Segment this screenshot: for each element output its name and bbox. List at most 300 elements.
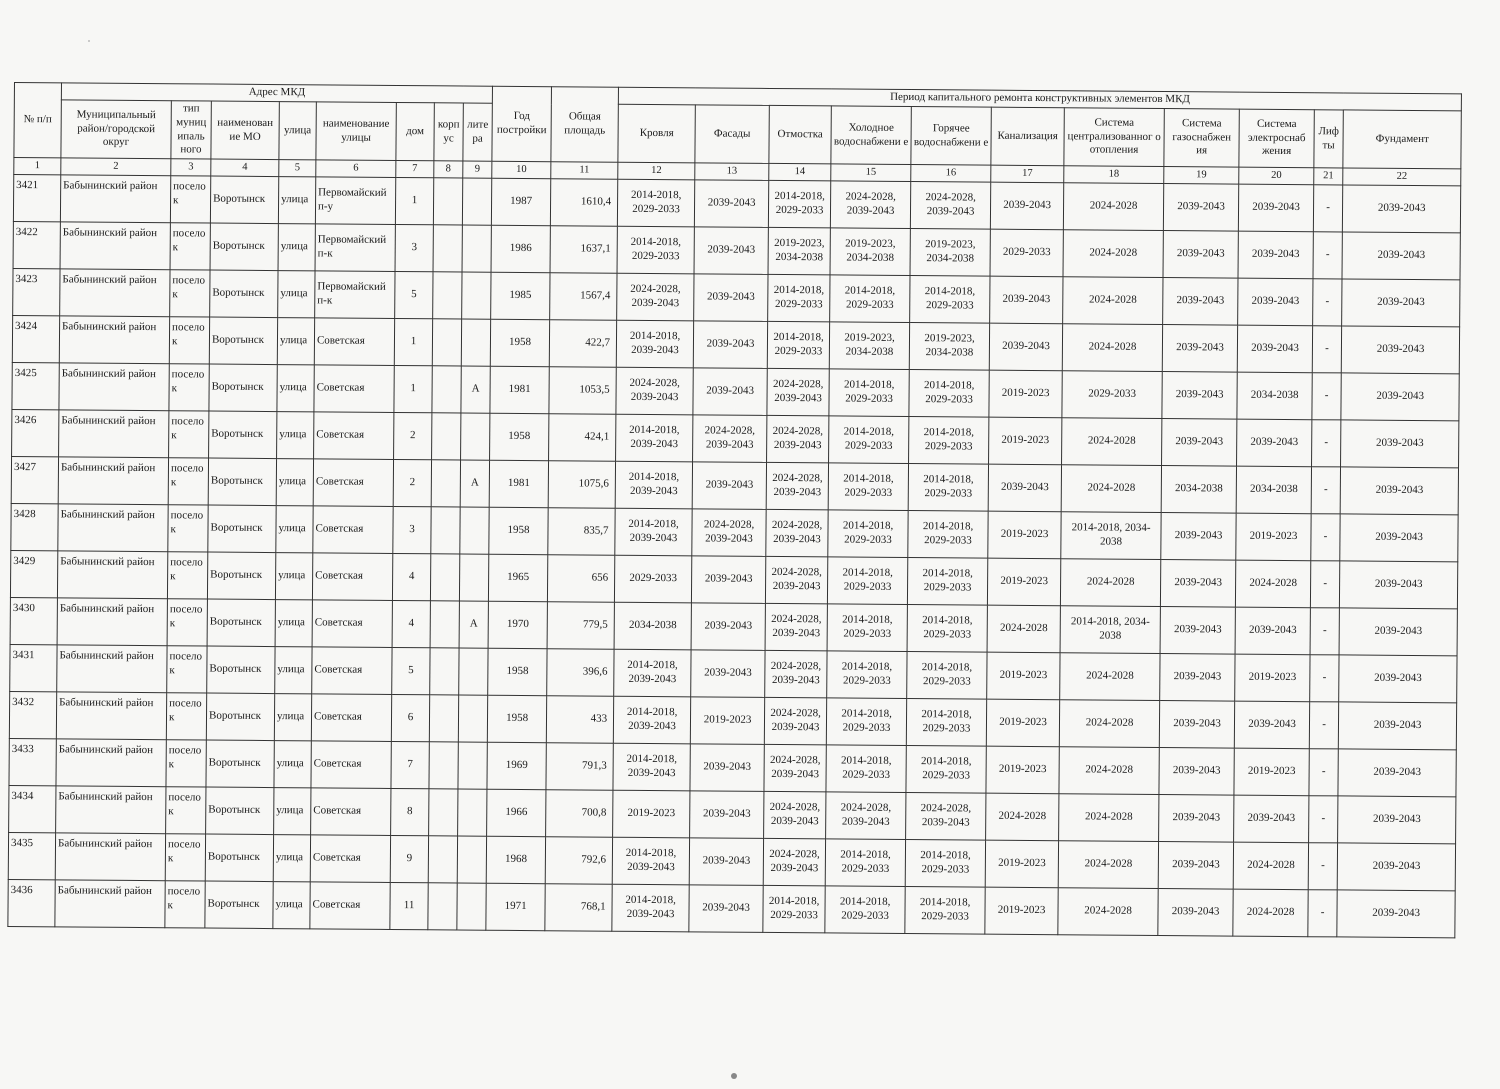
- mo-name-cell: Воротынск: [207, 552, 275, 600]
- street-name-cell: Советская: [311, 694, 391, 742]
- elevators-cell: -: [1308, 843, 1337, 890]
- gas-supply-cell: 2039-2043: [1158, 842, 1233, 890]
- heating-cell: 2024-2028: [1062, 324, 1162, 372]
- total-area-cell: 424,1: [549, 414, 616, 462]
- cold-water-cell: 2014-2018, 2029-2033: [827, 651, 907, 699]
- foundation-cell: 2039-2043: [1341, 326, 1459, 374]
- letter-cell: [462, 225, 491, 272]
- mo-name-cell: Воротынск: [205, 834, 273, 882]
- power-supply-cell: 2039-2043: [1238, 231, 1313, 279]
- header-col-17: Канализация: [991, 107, 1064, 166]
- building-cell: [433, 272, 462, 319]
- column-number: 2: [61, 158, 171, 176]
- street-type-cell: улица: [275, 600, 312, 647]
- total-area-cell: 422,7: [549, 320, 616, 368]
- row-number-cell: 3424: [12, 315, 59, 362]
- letter-cell: [462, 272, 491, 319]
- blind-area-cell: 2024-2028, 2039-2043: [766, 462, 828, 509]
- facade-cell: 2019-2023: [690, 697, 764, 745]
- street-type-cell: улица: [276, 506, 313, 553]
- mo-name-cell: Воротынск: [207, 599, 275, 647]
- year-built-cell: 1958: [489, 507, 548, 554]
- blind-area-cell: 2024-2028, 2039-2043: [764, 744, 826, 791]
- column-number: 12: [618, 162, 695, 180]
- foundation-cell: 2039-2043: [1338, 702, 1456, 750]
- house-cell: 3: [395, 224, 433, 271]
- building-cell: [428, 883, 457, 930]
- roof-cell: 2014-2018, 2039-2043: [613, 696, 690, 744]
- roof-cell: 2014-2018, 2039-2043: [614, 649, 691, 697]
- total-area-cell: 1610,4: [550, 179, 617, 227]
- cold-water-cell: 2014-2018, 2029-2033: [828, 463, 908, 511]
- cold-water-cell: 2014-2018, 2029-2033: [825, 839, 905, 887]
- row-number-cell: 3422: [13, 221, 60, 268]
- letter-cell: [460, 507, 489, 554]
- cold-water-cell: 2024-2028, 2039-2043: [830, 181, 910, 229]
- letter-cell: [461, 413, 490, 460]
- district-cell: Бабынинский район: [55, 880, 165, 928]
- hot-water-cell: 2014-2018, 2029-2033: [906, 699, 986, 747]
- total-area-cell: 700,8: [546, 790, 613, 838]
- table-row: [8, 879, 1456, 937]
- header-col-12: Кровля: [618, 104, 695, 163]
- row-number-cell: 3425: [12, 362, 59, 409]
- power-supply-cell: 2034-2038: [1236, 466, 1311, 514]
- column-number: 15: [831, 164, 911, 182]
- district-cell: Бабынинский район: [58, 457, 168, 505]
- column-number: 8: [434, 161, 463, 178]
- power-supply-cell: 2019-2023: [1234, 748, 1309, 796]
- street-name-cell: Первомайский п-у: [315, 177, 395, 225]
- house-cell: 11: [390, 882, 428, 929]
- column-number: 7: [396, 161, 434, 178]
- sewerage-cell: 2019-2023: [987, 558, 1060, 606]
- mo-name-cell: Воротынск: [209, 364, 277, 412]
- district-cell: Бабынинский район: [60, 269, 170, 317]
- elevators-cell: -: [1309, 749, 1338, 796]
- building-cell: [429, 742, 458, 789]
- district-cell: Бабынинский район: [59, 316, 169, 364]
- letter-cell: А: [460, 460, 489, 507]
- blind-area-cell: 2024-2028, 2039-2043: [767, 368, 829, 415]
- mo-name-cell: Воротынск: [210, 176, 278, 224]
- district-cell: Бабынинский район: [55, 833, 165, 881]
- header-col-14: Отмостка: [769, 105, 831, 163]
- elevators-cell: -: [1310, 655, 1339, 702]
- year-built-cell: 1985: [491, 272, 550, 319]
- table-body: [8, 175, 1461, 938]
- year-built-cell: 1958: [490, 319, 549, 366]
- street-type-cell: улица: [273, 882, 310, 929]
- elevators-cell: -: [1312, 326, 1341, 373]
- power-supply-cell: 2024-2028: [1233, 889, 1308, 937]
- hot-water-cell: 2014-2018, 2029-2033: [907, 652, 987, 700]
- elevators-cell: -: [1313, 232, 1342, 279]
- mo-type-cell: посело к: [167, 646, 207, 693]
- header-row-number: № п/п: [14, 83, 62, 158]
- gas-supply-cell: 2039-2043: [1159, 748, 1234, 796]
- cold-water-cell: 2014-2018, 2029-2033: [828, 510, 908, 558]
- row-number-cell: 3431: [10, 644, 57, 691]
- letter-cell: [459, 554, 488, 601]
- foundation-cell: 2039-2043: [1338, 749, 1456, 797]
- letter-cell: [461, 319, 490, 366]
- blind-area-cell: 2014-2018, 2029-2033: [768, 274, 830, 321]
- header-col-13: Фасады: [695, 105, 769, 164]
- facade-cell: 2039-2043: [694, 274, 768, 322]
- district-cell: Бабынинский район: [59, 363, 169, 411]
- row-number-cell: 3421: [13, 175, 60, 222]
- street-name-cell: Советская: [310, 835, 390, 883]
- power-supply-cell: 2039-2043: [1235, 607, 1310, 655]
- facade-cell: 2039-2043: [691, 603, 765, 651]
- column-number: 22: [1343, 168, 1461, 186]
- district-cell: Бабынинский район: [56, 786, 166, 834]
- heating-cell: 2024-2028: [1063, 183, 1163, 231]
- total-area-cell: 433: [546, 696, 613, 744]
- column-number: 9: [463, 161, 492, 178]
- street-type-cell: улица: [275, 647, 312, 694]
- header-col-21: Лиф ты: [1314, 110, 1343, 168]
- street-name-cell: Советская: [312, 647, 392, 695]
- header-col-19: Система газоснабжен ия: [1164, 109, 1239, 168]
- heating-cell: 2024-2028: [1059, 794, 1159, 842]
- sewerage-cell: 2039-2043: [990, 182, 1063, 230]
- year-built-cell: 1969: [487, 742, 546, 789]
- hot-water-cell: 2014-2018, 2029-2033: [905, 887, 985, 935]
- gas-supply-cell: 2034-2038: [1161, 466, 1236, 514]
- facade-cell: 2024-2028, 2039-2043: [692, 509, 766, 557]
- street-name-cell: Советская: [313, 506, 393, 554]
- sewerage-cell: 2024-2028: [986, 793, 1059, 841]
- year-built-cell: 1958: [490, 413, 549, 460]
- house-cell: 9: [390, 835, 428, 882]
- mo-name-cell: Воротынск: [206, 740, 274, 788]
- sewerage-cell: 2019-2023: [989, 417, 1062, 465]
- column-number: 14: [769, 163, 831, 180]
- heating-cell: 2029-2033: [1062, 371, 1162, 419]
- street-type-cell: улица: [277, 412, 314, 459]
- heating-cell: 2024-2028: [1058, 841, 1158, 889]
- header-col-20: Система электроснаб жения: [1239, 109, 1314, 168]
- sewerage-cell: 2019-2023: [988, 511, 1061, 559]
- hot-water-cell: 2014-2018, 2029-2033: [908, 464, 988, 512]
- street-name-cell: Советская: [311, 788, 391, 836]
- column-number: 5: [279, 160, 316, 177]
- total-area-cell: 779,5: [547, 602, 614, 650]
- foundation-cell: 2039-2043: [1342, 279, 1460, 327]
- power-supply-cell: 2039-2043: [1238, 278, 1313, 326]
- hot-water-cell: 2014-2018, 2029-2033: [909, 370, 989, 418]
- blind-area-cell: 2024-2028, 2039-2043: [763, 838, 825, 885]
- foundation-cell: 2039-2043: [1337, 890, 1455, 938]
- heating-cell: 2024-2028: [1063, 277, 1163, 325]
- letter-cell: [462, 178, 491, 225]
- row-number-cell: 3434: [9, 785, 56, 832]
- mo-name-cell: Воротынск: [208, 505, 276, 553]
- power-supply-cell: 2039-2043: [1237, 419, 1312, 467]
- foundation-cell: 2039-2043: [1340, 467, 1458, 515]
- mo-name-cell: Воротынск: [206, 787, 274, 835]
- house-cell: 2: [394, 412, 432, 459]
- street-name-cell: Советская: [312, 553, 392, 601]
- hot-water-cell: 2014-2018, 2029-2033: [910, 276, 990, 324]
- district-cell: Бабынинский район: [57, 551, 167, 599]
- column-number: 16: [911, 165, 991, 183]
- scanned-sheet: [7, 82, 1460, 938]
- sewerage-cell: 2019-2023: [985, 840, 1058, 888]
- foundation-cell: 2039-2043: [1337, 843, 1455, 891]
- mo-type-cell: посело к: [166, 693, 206, 740]
- street-name-cell: Первомайский п-к: [315, 224, 395, 272]
- facade-cell: 2039-2043: [689, 838, 763, 886]
- sewerage-cell: 2039-2043: [989, 323, 1062, 371]
- building-cell: [430, 601, 459, 648]
- cold-water-cell: 2014-2018, 2029-2033: [826, 745, 906, 793]
- cold-water-cell: 2014-2018, 2029-2033: [826, 698, 906, 746]
- heating-cell: 2014-2018, 2034-2038: [1061, 512, 1161, 560]
- house-cell: 4: [392, 553, 430, 600]
- year-built-cell: 1958: [487, 695, 546, 742]
- roof-cell: 2019-2023: [613, 790, 690, 838]
- street-name-cell: Советская: [314, 318, 394, 366]
- power-supply-cell: 2024-2028: [1235, 560, 1310, 608]
- scan-speck: [88, 40, 90, 42]
- house-cell: 3: [393, 506, 431, 553]
- header-col-22: Фундамент: [1343, 110, 1462, 169]
- letter-cell: А: [459, 601, 488, 648]
- total-area-cell: 768,1: [545, 884, 612, 932]
- elevators-cell: -: [1312, 420, 1341, 467]
- blind-area-cell: 2024-2028, 2039-2043: [764, 791, 826, 838]
- street-type-cell: улица: [274, 741, 311, 788]
- column-number: 6: [316, 160, 396, 178]
- house-cell: 2: [393, 459, 431, 506]
- mo-type-cell: посело к: [166, 740, 206, 787]
- column-number: 19: [1164, 167, 1239, 185]
- mo-type-cell: посело к: [169, 317, 209, 364]
- street-name-cell: Первомайский п-к: [315, 271, 395, 319]
- roof-cell: 2014-2018, 2029-2033: [617, 226, 694, 274]
- elevators-cell: -: [1312, 373, 1341, 420]
- district-cell: Бабынинский район: [59, 410, 169, 458]
- street-type-cell: улица: [274, 694, 311, 741]
- street-type-cell: улица: [278, 177, 315, 224]
- blind-area-cell: 2024-2028, 2039-2043: [765, 603, 827, 650]
- building-cell: [429, 695, 458, 742]
- blind-area-cell: 2024-2028, 2039-2043: [765, 650, 827, 697]
- header-col-18: Система централизованног о отопления: [1064, 108, 1164, 167]
- power-supply-cell: 2039-2043: [1234, 795, 1309, 843]
- cold-water-cell: 2019-2023, 2034-2038: [829, 322, 909, 370]
- power-supply-cell: 2039-2043: [1237, 325, 1312, 373]
- total-area-cell: 1637,1: [550, 226, 617, 274]
- power-supply-cell: 2039-2043: [1234, 701, 1309, 749]
- year-built-cell: 1968: [486, 836, 545, 883]
- roof-cell: 2029-2033: [615, 555, 692, 603]
- building-cell: [430, 554, 459, 601]
- street-name-cell: Советская: [310, 882, 390, 930]
- column-number: 18: [1064, 166, 1164, 184]
- column-number: 17: [991, 165, 1064, 183]
- blind-area-cell: 2019-2023, 2034-2038: [768, 227, 830, 274]
- gas-supply-cell: 2039-2043: [1162, 372, 1237, 420]
- street-type-cell: улица: [274, 788, 311, 835]
- hot-water-cell: 2024-2028, 2039-2043: [910, 182, 990, 230]
- mo-type-cell: посело к: [167, 552, 207, 599]
- roof-cell: 2014-2018, 2039-2043: [615, 508, 692, 556]
- cold-water-cell: 2014-2018, 2029-2033: [829, 416, 909, 464]
- hot-water-cell: 2014-2018, 2029-2033: [909, 417, 989, 465]
- hot-water-cell: 2014-2018, 2029-2033: [907, 605, 987, 653]
- header-col-4: наименован ие МО: [211, 101, 279, 160]
- street-name-cell: Советская: [312, 600, 392, 648]
- sewerage-cell: 2039-2043: [988, 464, 1061, 512]
- mo-name-cell: Воротынск: [208, 458, 276, 506]
- header-col-7: дом: [396, 103, 434, 161]
- gas-supply-cell: 2039-2043: [1160, 560, 1235, 608]
- sewerage-cell: 2039-2043: [990, 276, 1063, 324]
- mo-name-cell: Воротынск: [207, 646, 275, 694]
- facade-cell: 2039-2043: [693, 321, 767, 369]
- column-number: 21: [1314, 168, 1343, 185]
- sewerage-cell: 2019-2023: [985, 887, 1058, 935]
- district-cell: Бабынинский район: [57, 598, 167, 646]
- year-built-cell: 1970: [488, 601, 547, 648]
- column-number: 1: [14, 158, 61, 175]
- district-cell: Бабынинский район: [60, 222, 170, 270]
- column-number: 4: [211, 159, 279, 177]
- gas-supply-cell: 2039-2043: [1162, 325, 1237, 373]
- sewerage-cell: 2019-2023: [986, 746, 1059, 794]
- power-supply-cell: 2024-2028: [1233, 842, 1308, 890]
- year-built-cell: 1981: [489, 460, 548, 507]
- foundation-cell: 2039-2043: [1341, 420, 1459, 468]
- blind-area-cell: 2014-2018, 2029-2033: [767, 321, 829, 368]
- gas-supply-cell: 2039-2043: [1163, 278, 1238, 326]
- building-cell: [429, 789, 458, 836]
- heating-cell: 2024-2028: [1062, 418, 1162, 466]
- mo-name-cell: Воротынск: [206, 693, 274, 741]
- elevators-cell: -: [1310, 608, 1339, 655]
- house-cell: 1: [394, 365, 432, 412]
- gas-supply-cell: 2039-2043: [1163, 231, 1238, 279]
- roof-cell: 2024-2028, 2039-2043: [617, 273, 694, 321]
- cold-water-cell: 2024-2028, 2039-2043: [826, 792, 906, 840]
- facade-cell: 2024-2028, 2039-2043: [693, 415, 767, 463]
- year-built-cell: 1971: [486, 883, 545, 930]
- heating-cell: 2024-2028: [1060, 559, 1160, 607]
- building-cell: [433, 178, 462, 225]
- heating-cell: 2024-2028: [1061, 465, 1161, 513]
- hot-water-cell: 2019-2023, 2034-2038: [909, 323, 989, 371]
- sewerage-cell: 2024-2028: [987, 605, 1060, 653]
- header-col-6: наименование улицы: [316, 102, 396, 161]
- blind-area-cell: 2014-2018, 2029-2033: [763, 885, 825, 932]
- letter-cell: [457, 883, 486, 930]
- district-cell: Бабынинский район: [58, 504, 168, 552]
- column-number: 3: [171, 159, 211, 176]
- house-cell: 7: [391, 741, 429, 788]
- blind-area-cell: 2024-2028, 2039-2043: [767, 415, 829, 462]
- foundation-cell: 2039-2043: [1342, 232, 1460, 280]
- building-cell: [432, 413, 461, 460]
- hot-water-cell: 2024-2028, 2039-2043: [906, 793, 986, 841]
- mo-type-cell: посело к: [170, 176, 210, 223]
- foundation-cell: 2039-2043: [1339, 655, 1457, 703]
- street-name-cell: Советская: [314, 412, 394, 460]
- row-number-cell: 3423: [13, 268, 60, 315]
- gas-supply-cell: 2039-2043: [1163, 184, 1238, 232]
- mo-type-cell: посело к: [165, 834, 205, 881]
- roof-cell: 2014-2018, 2039-2043: [612, 837, 689, 885]
- total-area-cell: 396,6: [547, 649, 614, 697]
- gas-supply-cell: 2039-2043: [1161, 513, 1236, 561]
- total-area-cell: 791,3: [546, 743, 613, 791]
- foundation-cell: 2039-2043: [1340, 514, 1458, 562]
- heating-cell: 2024-2028: [1063, 230, 1163, 278]
- scan-speck: [731, 1073, 737, 1079]
- facade-cell: 2039-2043: [690, 791, 764, 839]
- header-col-10: Год постройки: [492, 86, 552, 161]
- gas-supply-cell: 2039-2043: [1159, 795, 1234, 843]
- heating-cell: 2024-2028: [1059, 747, 1159, 795]
- header-col-5: улица: [279, 102, 316, 160]
- roof-cell: 2014-2018, 2039-2043: [615, 461, 692, 509]
- street-type-cell: улица: [277, 365, 314, 412]
- foundation-cell: 2039-2043: [1339, 561, 1457, 609]
- house-cell: 8: [391, 788, 429, 835]
- house-cell: 1: [394, 318, 432, 365]
- year-built-cell: 1966: [487, 789, 546, 836]
- gas-supply-cell: 2039-2043: [1160, 654, 1235, 702]
- repair-schedule-table: [7, 82, 1462, 938]
- facade-cell: 2039-2043: [689, 885, 763, 933]
- roof-cell: 2014-2018, 2039-2043: [616, 320, 693, 368]
- blind-area-cell: 2024-2028, 2039-2043: [766, 556, 828, 603]
- blind-area-cell: 2024-2028, 2039-2043: [764, 697, 826, 744]
- mo-type-cell: посело к: [170, 270, 210, 317]
- roof-cell: 2034-2038: [614, 602, 691, 650]
- hot-water-cell: 2014-2018, 2029-2033: [908, 511, 988, 559]
- district-cell: Бабынинский район: [57, 645, 167, 693]
- year-built-cell: 1958: [488, 648, 547, 695]
- cold-water-cell: 2014-2018, 2029-2033: [825, 886, 905, 934]
- building-cell: [430, 648, 459, 695]
- total-area-cell: 835,7: [548, 508, 615, 556]
- facade-cell: 2039-2043: [692, 556, 766, 604]
- column-number: 10: [492, 161, 551, 178]
- sewerage-cell: 2019-2023: [986, 699, 1059, 747]
- street-type-cell: улица: [277, 318, 314, 365]
- street-type-cell: улица: [278, 271, 315, 318]
- facade-cell: 2039-2043: [690, 744, 764, 792]
- house-cell: 5: [395, 271, 433, 318]
- total-area-cell: 656: [548, 555, 615, 603]
- house-cell: 6: [391, 694, 429, 741]
- elevators-cell: -: [1308, 890, 1337, 937]
- row-number-cell: 3429: [10, 550, 57, 597]
- letter-cell: [459, 648, 488, 695]
- cold-water-cell: 2014-2018, 2029-2033: [827, 604, 907, 652]
- gas-supply-cell: 2039-2043: [1160, 607, 1235, 655]
- facade-cell: 2039-2043: [691, 650, 765, 698]
- hot-water-cell: 2014-2018, 2029-2033: [908, 558, 988, 606]
- roof-cell: 2014-2018, 2039-2043: [616, 414, 693, 462]
- roof-cell: 2024-2028, 2039-2043: [616, 367, 693, 415]
- district-cell: Бабынинский район: [56, 692, 166, 740]
- total-area-cell: 1567,4: [550, 273, 617, 321]
